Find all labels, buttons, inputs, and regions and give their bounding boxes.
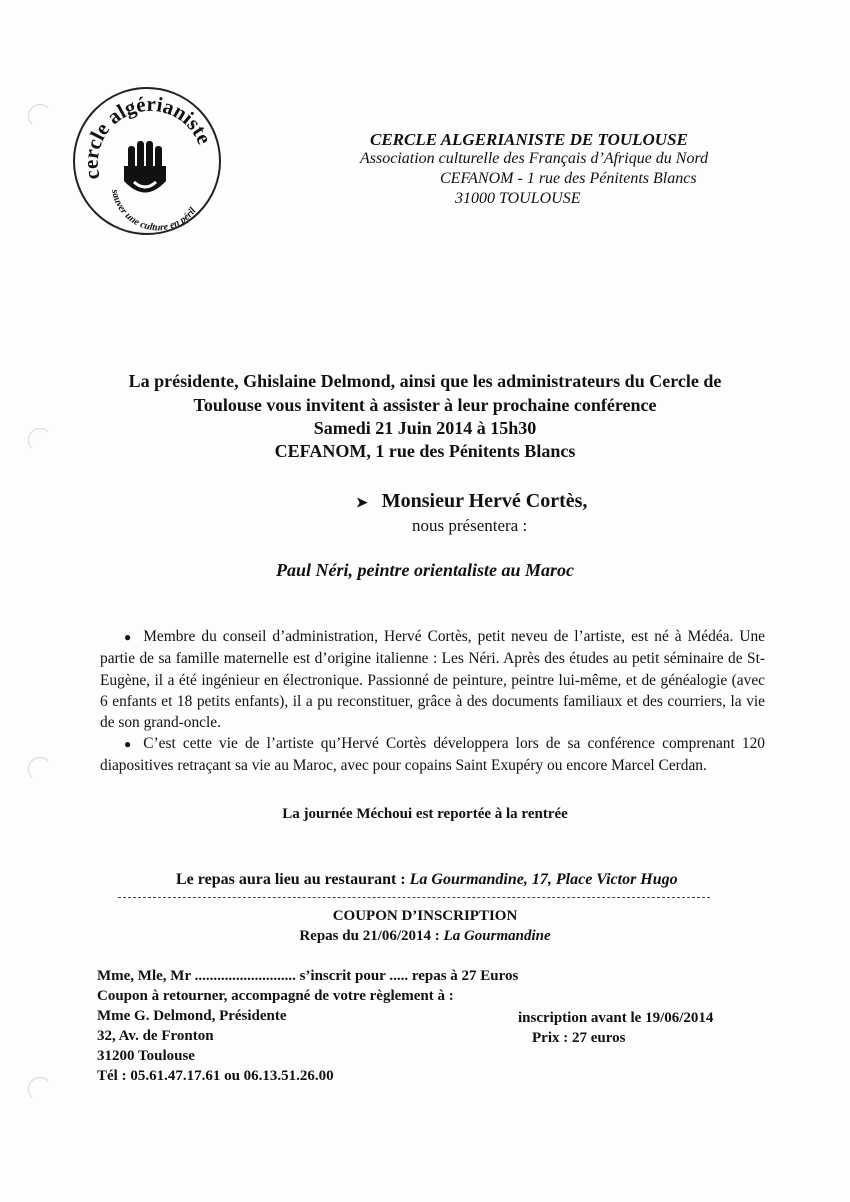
svg-text:sauver une culture en péril: sauver une culture en péril xyxy=(108,188,199,234)
coupon-phone: Tél : 05.61.47.17.61 ou 06.13.51.26.00 xyxy=(97,1068,334,1084)
invitation-line-2: Toulouse vous invitent à assister à leur prochaine conférence xyxy=(193,395,657,415)
punch-hole xyxy=(28,757,52,781)
speaker-will-present: nous présentera : xyxy=(412,516,528,535)
svg-text:cercle algérianiste: cercle algérianiste xyxy=(78,91,217,182)
punch-hole xyxy=(28,428,52,452)
coupon-deadline: inscription avant le 19/06/2014 xyxy=(518,1010,714,1026)
punch-hole xyxy=(28,1077,52,1101)
event-venue: CEFANOM, 1 rue des Pénitents Blancs xyxy=(274,441,576,461)
conference-topic: Paul Néri, peintre orientaliste au Maroc xyxy=(275,560,574,580)
mechoui-notice: La journée Méchoui est reportée à la rentrée xyxy=(282,806,568,822)
cercle-algerianiste-logo xyxy=(72,86,222,236)
arrow-bullet-icon: ➤ xyxy=(356,496,368,511)
coupon-city: 31200 Toulouse xyxy=(97,1048,195,1064)
coupon-subtitle: Repas du 21/06/2014 : La Gourmandine xyxy=(299,928,551,944)
association-subtitle: Association culturelle des Français d’Afrique du Nord xyxy=(360,150,709,167)
coupon-recipient: Mme G. Delmond, Présidente xyxy=(97,1008,287,1024)
event-date: Samedi 21 Juin 2014 à 15h30 xyxy=(313,418,537,438)
association-address: CEFANOM - 1 rue des Pénitents Blancs xyxy=(440,170,697,187)
speaker-name: ➤ Monsieur Hervé Cortès, xyxy=(356,490,588,512)
punch-hole xyxy=(28,104,52,128)
meal-location: Le repas aura lieu au restaurant : La Gourmandine, 17, Place Victor Hugo xyxy=(176,871,678,888)
bullet-icon: ● xyxy=(124,630,132,644)
bullet-icon: ● xyxy=(124,737,132,751)
coupon-price: Prix : 27 euros xyxy=(532,1030,626,1046)
coupon-return-instruction: Coupon à retourner, accompagné de votre règlement à : xyxy=(97,988,454,1004)
cut-line xyxy=(118,897,710,898)
association-city: 31000 TOULOUSE xyxy=(455,190,581,207)
association-title: CERCLE ALGERIANISTE DE TOULOUSE xyxy=(370,130,688,149)
coupon-street: 32, Av. de Fronton xyxy=(97,1028,214,1044)
body-paragraph-1: ● Membre du conseil d’administration, Hervé Cortès, petit neveu de l’artiste, est né à Médéa. Une partie de sa famille maternelle est d’origine italienne : Les Néri. Après des études au petit séminaire de St-Eugène, il a été ingénieur en électronique. Passionné de peinture, peintre lui-même, et de généalogie (avec 6 enfants et 18 petits enfants), il a pu reconstituer, grâce à des documents familiaux et des courriers, la vie de son grand-oncle. xyxy=(100,628,765,732)
invitation-line-1: La présidente, Ghislaine Delmond, ainsi que les administrateurs du Cercle de xyxy=(128,371,722,391)
body-paragraph-2: ● C’est cette vie de l’artiste qu’Hervé Cortès développera lors de sa conférence comprenant 120 diapositives retraçant sa vie au Maroc, avec pour copains Saint Exupéry ou encore Marcel Cerdan. xyxy=(100,735,765,775)
coupon-registration-line: Mme, Mle, Mr ........................... s’inscrit pour ..... repas à 27 Euros xyxy=(97,968,519,984)
coupon-title: COUPON D’INSCRIPTION xyxy=(332,908,518,924)
